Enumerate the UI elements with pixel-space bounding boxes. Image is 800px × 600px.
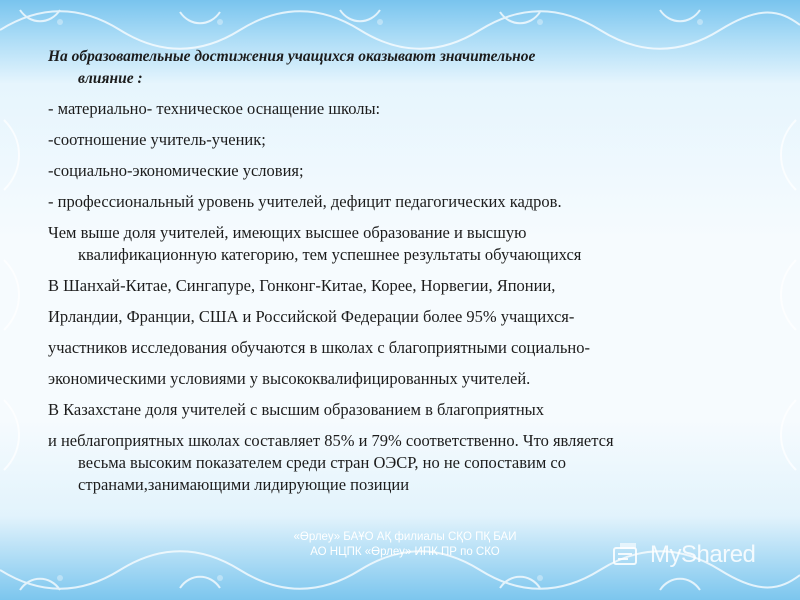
footer-line: «Өрлеу» БАҰО АҚ филиалы СҚО ПҚ БАИ bbox=[293, 531, 517, 543]
countries-paragraph bbox=[48, 275, 748, 390]
heading-line: влияние : bbox=[78, 70, 143, 87]
watermark-text: MyShared bbox=[650, 541, 756, 568]
myshared-logo-icon bbox=[612, 540, 642, 570]
statement-line: квалификационную категорию, тем успешнее результаты обучающихся bbox=[78, 245, 582, 264]
statement-paragraph bbox=[48, 222, 748, 266]
statement-line: Чем выше доля учителей, имеющих высшее образование и высшую bbox=[48, 223, 527, 242]
paragraph-line: В Шанхай-Китае, Сингапуре, Гонконг-Китае, Корее, Норвегии, Японии, bbox=[48, 276, 556, 295]
paragraph-line: участников исследования обучаются в школах с благоприятными социально- bbox=[48, 338, 591, 357]
footer-line: АО НЦПК «Өрлеу» ИПК ПР по СКО bbox=[310, 546, 500, 558]
watermark bbox=[612, 536, 792, 576]
list-item: -социально-экономические условия; bbox=[48, 161, 304, 180]
list-item: - профессиональный уровень учителей, дефицит педагогических кадров. bbox=[48, 192, 562, 211]
slide-heading bbox=[48, 46, 748, 90]
kazakhstan-paragraph bbox=[48, 399, 748, 496]
paragraph-line: странами,занимающими лидирующие позиции bbox=[78, 475, 410, 494]
paragraph-line: весьма высоким показателем среди стран ОЭСР, но не сопоставим со bbox=[78, 453, 566, 472]
list-item: -соотношение учитель-ученик; bbox=[48, 130, 266, 149]
paragraph-line: Ирландии, Франции, США и Российской Федерации более 95% учащихся- bbox=[48, 307, 575, 326]
paragraph-line: и неблагоприятных школах составляет 85% и 79% соответственно. Что является bbox=[48, 431, 614, 450]
heading-line: На образовательные достижения учащихся оказывают значительное bbox=[48, 48, 536, 65]
slide-text-body bbox=[48, 46, 748, 496]
paragraph-line: В Казахстане доля учителей с высшим образованием в благоприятных bbox=[48, 400, 545, 419]
list-item: - материально- техническое оснащение школы: bbox=[48, 99, 381, 118]
paragraph-line: экономическими условиями у высококвалифицированных учителей. bbox=[48, 369, 531, 388]
slide-footer bbox=[270, 530, 540, 560]
